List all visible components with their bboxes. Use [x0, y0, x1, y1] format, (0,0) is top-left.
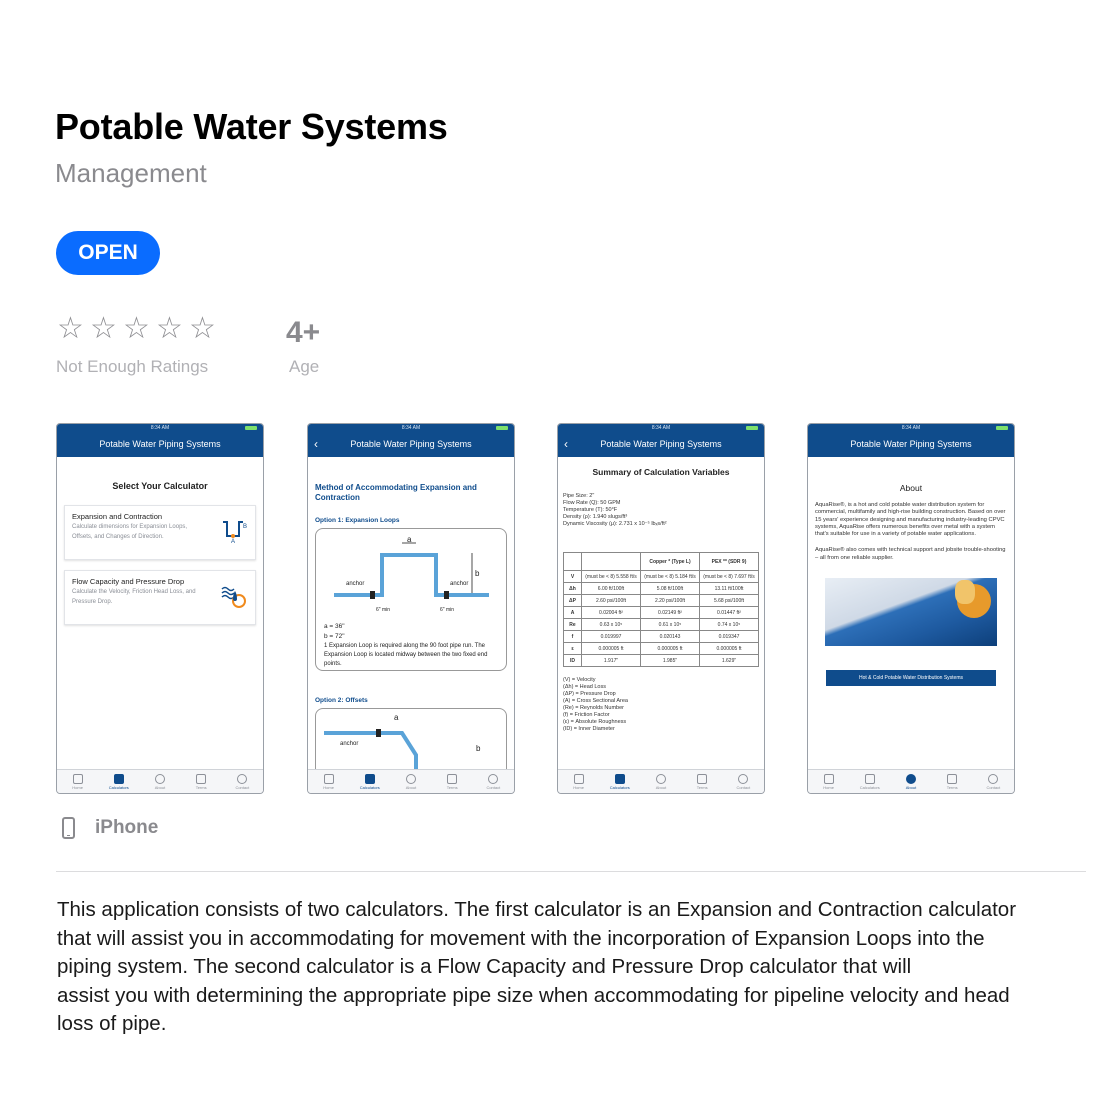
battery-icon	[496, 426, 508, 430]
table-row	[564, 643, 759, 655]
star-empty-icon: ☆	[57, 312, 84, 345]
about-paragraph: AquaRise®, is a hot and cold potable water distribution system for commercial, multifamily and high-rise building construction. Based on over 15 years' experience designing and manufacturing industry-leading CPVC systems, AquaRise offers numerous benefits over metal with a system that's suitable for use in a variety of potable water applications.	[815, 502, 1006, 538]
table-row	[564, 595, 759, 607]
description-line: assist you with determining the appropriate pipe size when accommodating for pipeline velocity and head	[57, 983, 1010, 1007]
status-time: 8:34 AM	[401, 425, 421, 431]
expansion-loop-icon	[221, 518, 247, 544]
star-empty-icon: ☆	[123, 312, 150, 345]
tab-calculators[interactable]	[99, 774, 139, 790]
tab-terms[interactable]	[432, 774, 472, 790]
table-row	[564, 571, 759, 583]
tab-label: Home	[323, 784, 334, 790]
table-cell: 1.985"	[641, 655, 700, 667]
table-cell: 5.08 ft/100ft	[641, 583, 700, 595]
person-icon	[988, 774, 998, 784]
tab-label: Home	[72, 784, 83, 790]
tab-contact[interactable]	[473, 774, 513, 790]
tab-label: Terms	[446, 784, 458, 790]
screen-heading: Summary of Calculation Variables	[592, 467, 730, 477]
tab-about[interactable]	[641, 774, 681, 790]
app-title: Potable Water Systems	[55, 106, 448, 147]
tab-bar	[57, 769, 263, 793]
device-label: iPhone	[95, 817, 159, 838]
app-subtitle: Management	[55, 158, 207, 188]
tab-calculators[interactable]	[600, 774, 640, 790]
row-label: V	[564, 571, 582, 583]
home-icon	[574, 774, 584, 784]
nav-bar	[558, 432, 764, 457]
status-bar	[808, 424, 1014, 432]
home-icon	[324, 774, 334, 784]
tab-label: Calculators	[859, 784, 880, 790]
card-title: Expansion and Contraction	[72, 512, 163, 521]
variable-line: Temperature (T): 50°F	[563, 507, 618, 513]
table-cell: 2.60 psi/100ft	[582, 595, 641, 607]
tab-contact[interactable]	[723, 774, 763, 790]
loop-note: 1 Expansion Loop is required along the 90 foot pipe run. The Expansion Loop is located midway between the two fixed end points.	[324, 643, 488, 667]
divider	[56, 871, 1086, 872]
row-label: ε	[564, 643, 582, 655]
variable-legend	[563, 677, 759, 733]
star-empty-icon: ☆	[189, 312, 216, 345]
nav-bar	[808, 432, 1014, 457]
tab-label: Home	[573, 784, 584, 790]
battery-icon	[996, 426, 1008, 430]
description-line: that will assist you in accommodating for movement with the incorporation of Expansion Loops into the	[57, 926, 985, 950]
svg-text:b: b	[475, 569, 480, 578]
calculation-variables	[563, 493, 759, 528]
back-chevron-icon[interactable]: ‹	[314, 437, 318, 451]
iphone-icon	[62, 817, 75, 839]
column-header	[582, 553, 641, 571]
table-cell: 13.11 ft/100ft	[700, 583, 759, 595]
tab-home[interactable]	[58, 774, 98, 790]
description-line: loss of pipe.	[57, 1012, 167, 1035]
table-cell: (must be < 8) 5.184 ft/s	[641, 571, 700, 583]
legend-line: (A) = Cross Sectional Area	[563, 698, 628, 704]
info-icon	[906, 774, 916, 784]
rating-stars	[56, 314, 217, 344]
tab-label: Contact	[235, 784, 250, 790]
nav-bar	[57, 432, 263, 457]
battery-icon	[245, 426, 257, 430]
svg-text:A: A	[231, 539, 236, 544]
tab-about[interactable]	[140, 774, 180, 790]
glove-icon	[955, 580, 975, 604]
tab-label: Contact	[736, 784, 751, 790]
svg-text:a: a	[394, 713, 399, 722]
tab-bar	[308, 769, 514, 793]
screenshot-2[interactable]	[307, 423, 515, 794]
calculator-icon	[615, 774, 625, 784]
legend-line: (V) = Velocity	[563, 677, 596, 683]
tab-label: Home	[823, 784, 834, 790]
tab-label: Terms	[696, 784, 708, 790]
battery-icon	[746, 426, 758, 430]
option-1-heading: Option 1: Expansion Loops	[315, 517, 400, 524]
flow-pressure-icon	[221, 583, 247, 609]
card-title: Flow Capacity and Pressure Drop	[72, 577, 185, 586]
tab-label: About	[905, 784, 917, 790]
status-bar	[57, 424, 263, 432]
status-bar	[558, 424, 764, 432]
star-empty-icon: ☆	[156, 312, 183, 345]
dimension-b: b = 72"	[324, 633, 345, 640]
age-label: Age	[289, 357, 320, 376]
app-description	[57, 896, 1087, 1039]
row-label: ΔP	[564, 595, 582, 607]
tab-label: Terms	[195, 784, 207, 790]
calculator-icon	[114, 774, 124, 784]
calculator-icon	[865, 774, 875, 784]
table-row	[564, 607, 759, 619]
home-icon	[73, 774, 83, 784]
legend-line: (ID) = Inner Diameter	[563, 726, 615, 732]
description-line: piping system. The second calculator is a Flow Capacity and Pressure Drop calculator that will	[57, 955, 912, 978]
tab-label: Contact	[486, 784, 501, 790]
row-label: Δh	[564, 583, 582, 595]
row-label: Re	[564, 619, 582, 631]
legend-line: (Re) = Reynolds Number	[563, 705, 624, 711]
anchor-label: anchor	[450, 581, 469, 587]
status-time: 8:34 AM	[150, 425, 170, 431]
back-chevron-icon[interactable]: ‹	[564, 437, 568, 451]
tab-calculators[interactable]	[850, 774, 890, 790]
table-cell: 0.74 x 10⁵	[700, 619, 759, 631]
table-cell: 0.019997	[582, 631, 641, 643]
nav-title: Potable Water Piping Systems	[99, 439, 221, 449]
legend-line: (Δh) = Head Loss	[563, 684, 606, 690]
row-label: f	[564, 631, 582, 643]
table-cell: 5.68 psi/100ft	[700, 595, 759, 607]
table-cell: 0.02149 ft²	[641, 607, 700, 619]
table-cell: 2.20 psi/100ft	[641, 595, 700, 607]
info-icon	[406, 774, 416, 784]
calculator-card-flow	[64, 570, 256, 625]
table-cell: 0.019347	[700, 631, 759, 643]
tab-terms[interactable]	[932, 774, 972, 790]
info-icon	[656, 774, 666, 784]
table-cell: 0.020143	[641, 631, 700, 643]
variable-line: Pipe Size: 2"	[563, 493, 595, 499]
age-rating: 4+	[286, 316, 321, 349]
svg-text:a: a	[407, 535, 412, 544]
table-cell: 0.63 x 10⁵	[582, 619, 641, 631]
tab-contact[interactable]	[222, 774, 262, 790]
loop-diagram-icon	[324, 533, 496, 617]
results-table	[563, 552, 759, 667]
open-button[interactable]: OPEN	[56, 231, 160, 275]
tab-about[interactable]	[391, 774, 431, 790]
star-empty-icon: ☆	[90, 312, 117, 345]
legend-line: (ΔP) = Pressure Drop	[563, 691, 616, 697]
row-label: ID	[564, 655, 582, 667]
table-row	[564, 631, 759, 643]
book-icon	[947, 774, 957, 784]
table-cell: 6.00 ft/100ft	[582, 583, 641, 595]
tab-label: About	[655, 784, 667, 790]
column-header: PEX ** (SDR 9)	[700, 553, 759, 571]
card-description: Calculate dimensions for Expansion Loops, Offsets, and Changes of Direction.	[72, 524, 188, 540]
card-description: Calculate the Velocity, Friction Head Loss, and Pressure Drop.	[72, 589, 196, 605]
table-cell: 0.01447 ft²	[700, 607, 759, 619]
person-icon	[237, 774, 247, 784]
offset-diagram-icon	[316, 709, 506, 769]
distribution-systems-button[interactable]: Hot & Cold Potable Water Distribution Systems	[826, 670, 996, 686]
tab-label: Calculators	[609, 784, 630, 790]
ratings-label: Not Enough Ratings	[56, 357, 209, 376]
book-icon	[697, 774, 707, 784]
status-time: 8:34 AM	[901, 425, 921, 431]
expansion-loop-diagram	[315, 528, 507, 671]
anchor-label: anchor	[340, 741, 359, 747]
tab-label: About	[405, 784, 417, 790]
row-label: A	[564, 607, 582, 619]
table-cell: 0.02004 ft²	[582, 607, 641, 619]
tab-label: About	[154, 784, 166, 790]
status-time: 8:34 AM	[651, 425, 671, 431]
tab-label: Contact	[986, 784, 1001, 790]
description-line: This application consists of two calculators. The first calculator is an Expansion and Contraction calculator	[57, 898, 1017, 921]
table-cell: 1.629"	[700, 655, 759, 667]
table-cell: 0.000005 ft	[582, 643, 641, 655]
column-header	[564, 553, 582, 571]
screen-heading: Select Your Calculator	[112, 481, 208, 491]
table-row	[564, 655, 759, 667]
screen-heading: Method of Accommodating Expansion and Contraction	[315, 483, 477, 502]
variable-line: Flow Rate (Q): 50 GPM	[563, 500, 621, 506]
screen-heading: About	[899, 483, 923, 493]
about-paragraph: AquaRise® also comes with technical support and jobsite trouble-shooting – all from one reliable supplier.	[815, 547, 1006, 561]
nav-title: Potable Water Piping Systems	[350, 439, 472, 449]
tab-terms[interactable]	[181, 774, 221, 790]
calculator-card-expansion	[64, 505, 256, 560]
variable-line: Density (ρ): 1.940 slugs/ft³	[563, 514, 628, 520]
table-row	[564, 583, 759, 595]
tab-label: Calculators	[359, 784, 380, 790]
table-cell: 0.61 x 10⁵	[641, 619, 700, 631]
svg-text:b: b	[476, 744, 481, 753]
person-icon	[488, 774, 498, 784]
tab-about[interactable]	[891, 774, 931, 790]
variable-line: Dynamic Viscosity (μ): 2.731 x 10⁻⁵ lbₓs/ft²	[563, 521, 667, 527]
tab-terms[interactable]	[682, 774, 722, 790]
offset-diagram	[315, 708, 507, 769]
table-cell: (must be < 8) 7.697 ft/s	[700, 571, 759, 583]
table-cell: 0.000005 ft	[641, 643, 700, 655]
book-icon	[447, 774, 457, 784]
tab-label: Calculators	[108, 784, 129, 790]
person-icon	[738, 774, 748, 784]
book-icon	[196, 774, 206, 784]
tab-calculators[interactable]	[350, 774, 390, 790]
screenshot-4[interactable]	[807, 423, 1015, 794]
status-bar	[308, 424, 514, 432]
screenshot-3[interactable]	[557, 423, 765, 794]
nav-bar	[308, 432, 514, 457]
tab-home[interactable]	[309, 774, 349, 790]
tab-bar	[808, 769, 1014, 793]
min-label: 6" min	[440, 607, 455, 613]
option-2-heading: Option 2: Offsets	[315, 697, 368, 704]
info-icon	[155, 774, 165, 784]
calculator-icon	[365, 774, 375, 784]
tab-home[interactable]	[809, 774, 849, 790]
table-cell: (must be < 8) 5.558 ft/s	[582, 571, 641, 583]
legend-line: (ε) = Absolute Roughness	[563, 719, 627, 725]
home-icon	[824, 774, 834, 784]
tab-label: Terms	[946, 784, 958, 790]
column-header: Copper * (Type L)	[641, 553, 700, 571]
tab-bar	[558, 769, 764, 793]
min-label: 6" min	[376, 607, 391, 613]
table-cell: 0.000005 ft	[700, 643, 759, 655]
tab-home[interactable]	[559, 774, 599, 790]
dimension-a: a = 36"	[324, 623, 345, 630]
nav-title: Potable Water Piping Systems	[850, 439, 972, 449]
tab-contact[interactable]	[973, 774, 1013, 790]
table-cell: 1.917"	[582, 655, 641, 667]
screenshot-1[interactable]	[56, 423, 264, 794]
anchor-label: anchor	[346, 581, 365, 587]
legend-line: (f) = Friction Factor	[563, 712, 610, 718]
svg-text:B: B	[243, 524, 247, 530]
nav-title: Potable Water Piping Systems	[600, 439, 722, 449]
table-row	[564, 619, 759, 631]
pipe-photo	[825, 578, 997, 646]
device-compatibility	[62, 817, 158, 839]
